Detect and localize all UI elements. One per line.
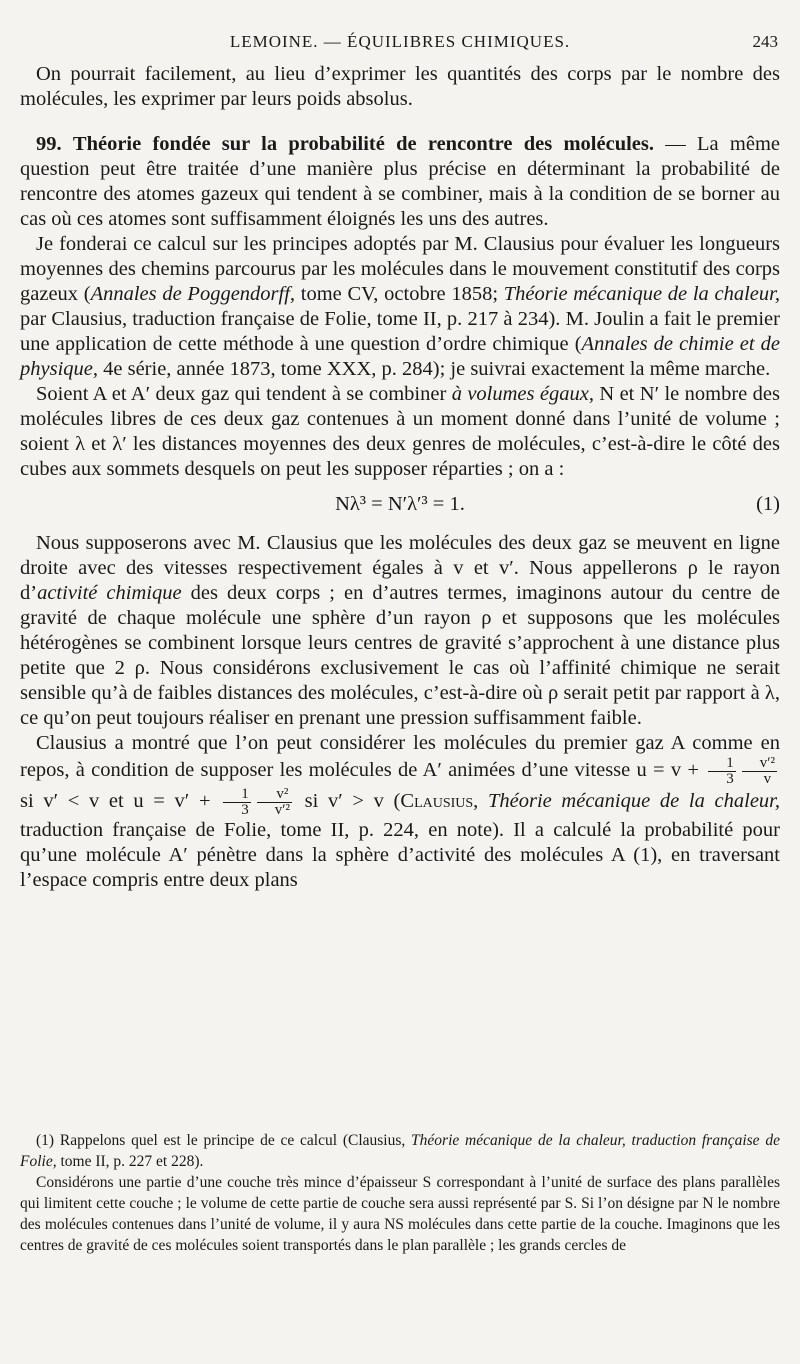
- fraction-denominator: v: [763, 771, 772, 787]
- paragraph-1: On pourrait facilement, au lieu d’exprimer les quantités des corps par le nombre des molécules, les exprimer par leurs poids absolus.: [20, 63, 780, 110]
- p6-text-c: si v′ > v (: [294, 790, 401, 813]
- fraction-one-third-a: [708, 756, 736, 787]
- fraction-denominator: 3: [241, 802, 249, 818]
- footnote-1-text-a: (1) Rappelons quel est le principe de ce calcul (Clausius,: [36, 1132, 412, 1149]
- equation-1-body: Nλ³ = N′λ′³ = 1.: [335, 493, 465, 515]
- p6-citation: Théorie mécanique de la chaleur,: [478, 790, 781, 813]
- footnote-1: [20, 1130, 780, 1172]
- p3-text-a: Je fonderai ce calcul sur les principes adoptés par M. Clausius pour évaluer les longueurs moyennes des chemins parcourus par les molécules dans le mouvement constitutif des corps gazeux (: [20, 233, 780, 305]
- fraction-numerator: v′²: [742, 756, 777, 772]
- page-header: [20, 32, 780, 58]
- fraction-numerator: 1: [708, 756, 736, 772]
- p3-text-c: par Clausius, traduction française de Folie, tome II, p. 217 à 234). M. Joulin a fait le premier une application de cette méthode à une question d’ordre chimique (: [20, 308, 780, 355]
- p6-text-d: traduction française de Folie, tome II, p. 224, en note). Il a calculé la probabilité pour qu’une molécule A′ pénètre dans la sphère d’activité des molécules A (1), en traversant l’espace compris entre deux plans: [20, 819, 780, 891]
- p4-text-b: N et N′ le nombre des molécules libres de ces deux gaz contenues à un moment donné dans l’unité de volume ; soient λ et λ′ les distances moyennes des deux genres de molécules, c’est-à-dire le côté des cubes aux sommets desquels on peut les supposer réparties ; on a :: [20, 383, 780, 480]
- running-head: LEMOINE. — ÉQUILIBRES CHIMIQUES.: [229, 32, 571, 51]
- footnotes: [20, 1130, 780, 1256]
- p6-text-a: Clausius a montré que l’on peut considérer les molécules du premier gaz A comme en repos, à condition de supposer les molécules de A′ animées d’une vitesse u = v +: [20, 732, 780, 782]
- equation-1-number: (1): [756, 493, 780, 515]
- fraction-numerator: v²: [257, 787, 292, 803]
- p5-text-b: des deux corps ; en d’autres termes, imaginons autour du centre de gravité de chaque molécule une sphère d’un rayon ρ et supposons que les molécules hétérogènes se combinent lorsque leurs centres de gravité s’approchent à une distance plus petite que 2 ρ. Nous considérons exclusivement le cas où l’affinité chimique ne serait sensible qu’à de faibles distances des molécules, c’est-à-dire où ρ serait petit par rapport à λ, ce qu’on peut toujours réaliser en prenant une pression suffisamment faible.: [20, 582, 780, 729]
- footnote-1-text-b: tome II, p. 227 et 228).: [56, 1153, 204, 1170]
- fraction-numerator: 1: [223, 787, 251, 803]
- paragraph-5: [20, 531, 780, 731]
- p4-emphasis: à volumes égaux,: [451, 383, 594, 405]
- body-text: [20, 62, 780, 893]
- p5-text-a: Nous supposerons avec M. Clausius que les molécules des deux gaz se meuvent en ligne droite avec des vitesses respectivement égales à v et v′. Nous appellerons ρ le rayon d’: [20, 532, 780, 604]
- fraction-one-third-b: [223, 787, 251, 818]
- paragraph-3: [20, 232, 780, 382]
- fraction-vprime2-over-v: [742, 756, 777, 787]
- footnote-1-continuation: Considérons une partie d’une couche très mince d’épaisseur S correspondant à l’unité de surface des plans parallèles qui limitent cette couche ; le volume de cette partie de couche sera aussi représenté par S. Si l’on désigne par N le nombre des molécules contenues dans l’unité de volume, il y aura NS molécules dans cette partie de la couche. Imaginons que les centres de gravité de ces molécules soient transportés dans le plan parallèle ; les grands cercles de: [20, 1174, 780, 1254]
- equation-1: [20, 492, 780, 517]
- footnote-1-citation: Théorie mécanique de la chaleur, traduction française de Folie,: [20, 1132, 780, 1170]
- p3-citation-3: Annales de chimie et de physique,: [20, 333, 780, 380]
- paragraph-2-text: — La même question peut être traitée d’une manière plus précise en déterminant la probabilité de rencontre des atomes gazeux qui tendent à se combiner, mais à la condition de se borner au cas où ces atomes sont suffisamment éloignés les uns des autres.: [20, 133, 780, 230]
- section-title: Théorie fondée sur la probabilité de rencontre des molécules.: [72, 133, 654, 155]
- p3-citation-2: Théorie mécanique de la chaleur,: [503, 283, 780, 305]
- p4-text-a: Soient A et A′ deux gaz qui tendent à se combiner: [36, 383, 452, 405]
- p6-text-b: si v′ < v et u = v′ +: [20, 790, 221, 813]
- p5-emphasis: activité chimique: [37, 582, 182, 604]
- p3-text-d: 4e série, année 1873, tome XXX, p. 284); je suivrai exactement la même marche.: [98, 358, 771, 380]
- p6-author: Clausius,: [400, 790, 479, 813]
- paragraph-6: [20, 731, 780, 893]
- page-number: 243: [752, 32, 778, 51]
- paragraph-section-99: [20, 132, 780, 232]
- section-number: 99.: [36, 133, 62, 155]
- paragraph-4: [20, 382, 780, 482]
- fraction-v2-over-vprime2: [257, 787, 292, 818]
- fraction-denominator: 3: [726, 771, 734, 787]
- section-gap: [20, 112, 780, 132]
- p3-citation-1: Annales de Poggendorff,: [90, 283, 296, 305]
- fraction-denominator: v′²: [274, 802, 290, 818]
- p3-text-b: tome CV, octobre 1858;: [295, 283, 504, 305]
